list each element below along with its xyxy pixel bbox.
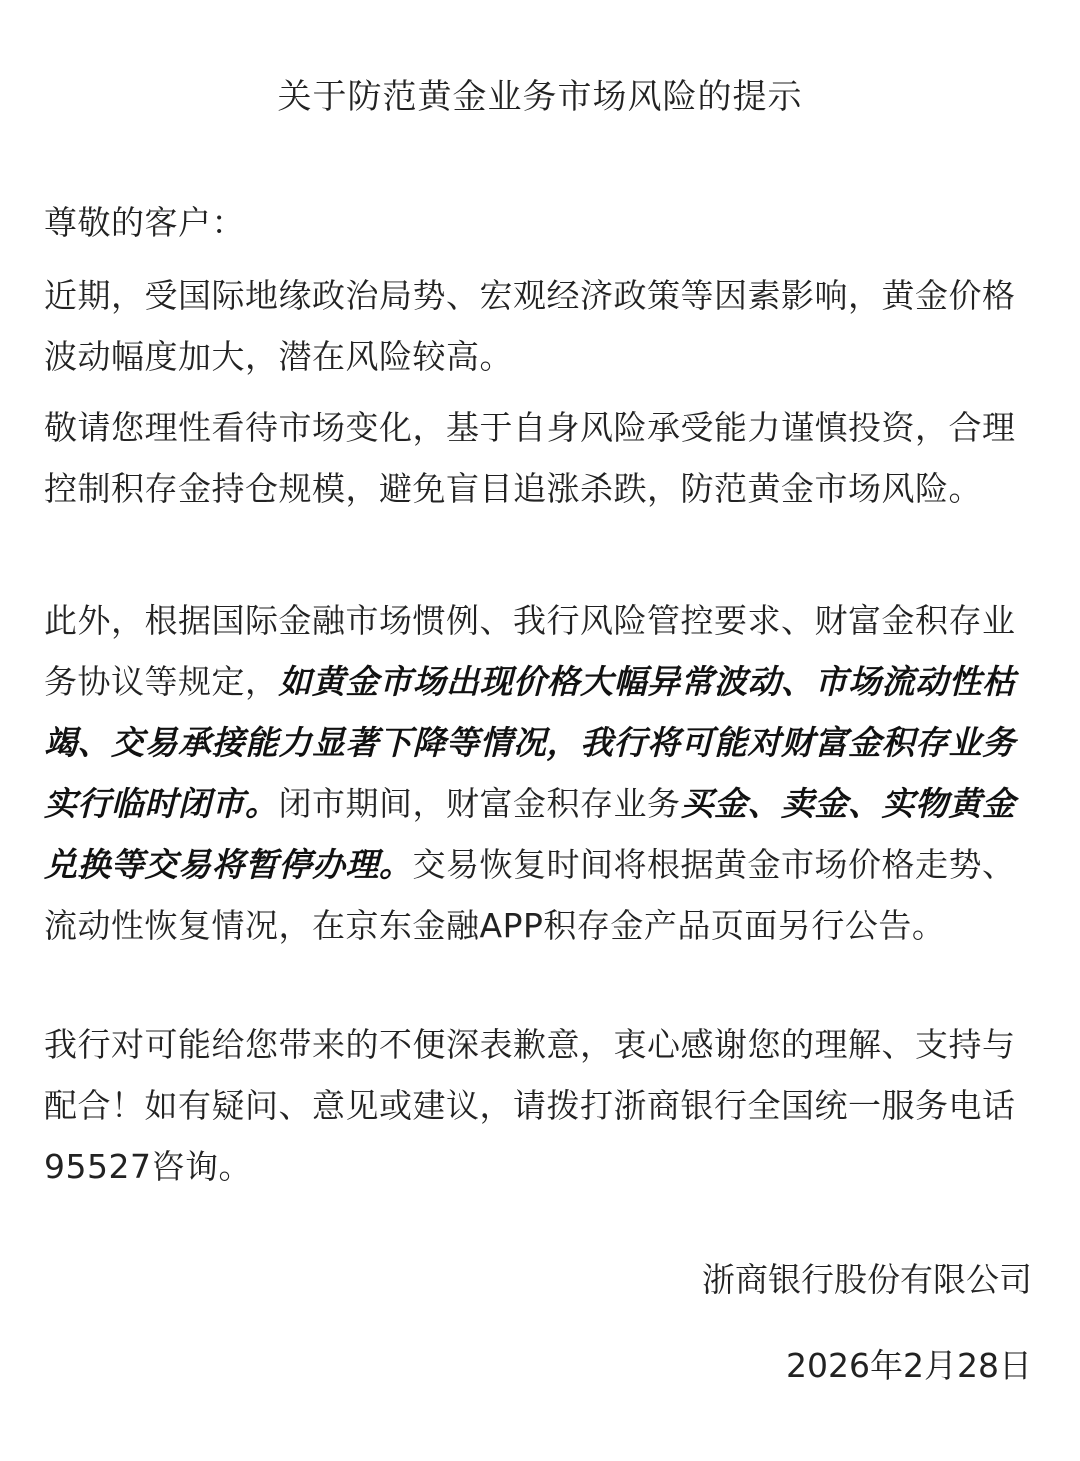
closure-text-part2: 闭市期间，财富金积存业务 (278, 784, 681, 823)
paragraph-market-volatility: 近期，受国际地缘政治局势、宏观经济政策等因素影响，黄金价格波动幅度加大，潜在风险较高。 (44, 276, 1016, 376)
issue-date: 2026年2月28日 (786, 1346, 1032, 1385)
paragraph-investment-advice: 敬请您理性看待市场变化，基于自身风险承受能力谨慎投资，合理控制积存金持仓规模，避免盲目追涨杀跌，防范黄金市场风险。 (44, 408, 1016, 508)
closure-emphasis-2: 买金、卖金、实物黄金兑换等交易将暂停办理。 (44, 784, 1016, 884)
page-title: 关于防范黄金业务市场风险的提示 (277, 77, 803, 117)
paragraph-temporary-closure (44, 590, 1028, 956)
issuer-signature: 浙商银行股份有限公司 (702, 1260, 1032, 1299)
paragraph-apology-contact: 我行对可能给您带来的不便深表歉意，衷心感谢您的理解、支持与配合！如有疑问、意见或建议，请拨打浙商银行全国统一服务电话95527咨询。 (44, 1025, 1016, 1186)
closure-text-part3: 交易恢复时间将根据黄金市场价格走势、流动性恢复情况，在京东金融APP积存金产品页面另行公告。 (44, 845, 1016, 945)
closure-emphasis-1: 如黄金市场出现价格大幅异常波动、市场流动性枯竭、交易承接能力显著下降等情况，我行将可能对财富金积存业务实行临时闭市。 (44, 662, 1016, 823)
closure-text-part1: 此外，根据国际金融市场惯例、我行风险管控要求、财富金积存业务协议等规定， (44, 601, 1016, 701)
salutation: 尊敬的客户： (44, 203, 245, 242)
